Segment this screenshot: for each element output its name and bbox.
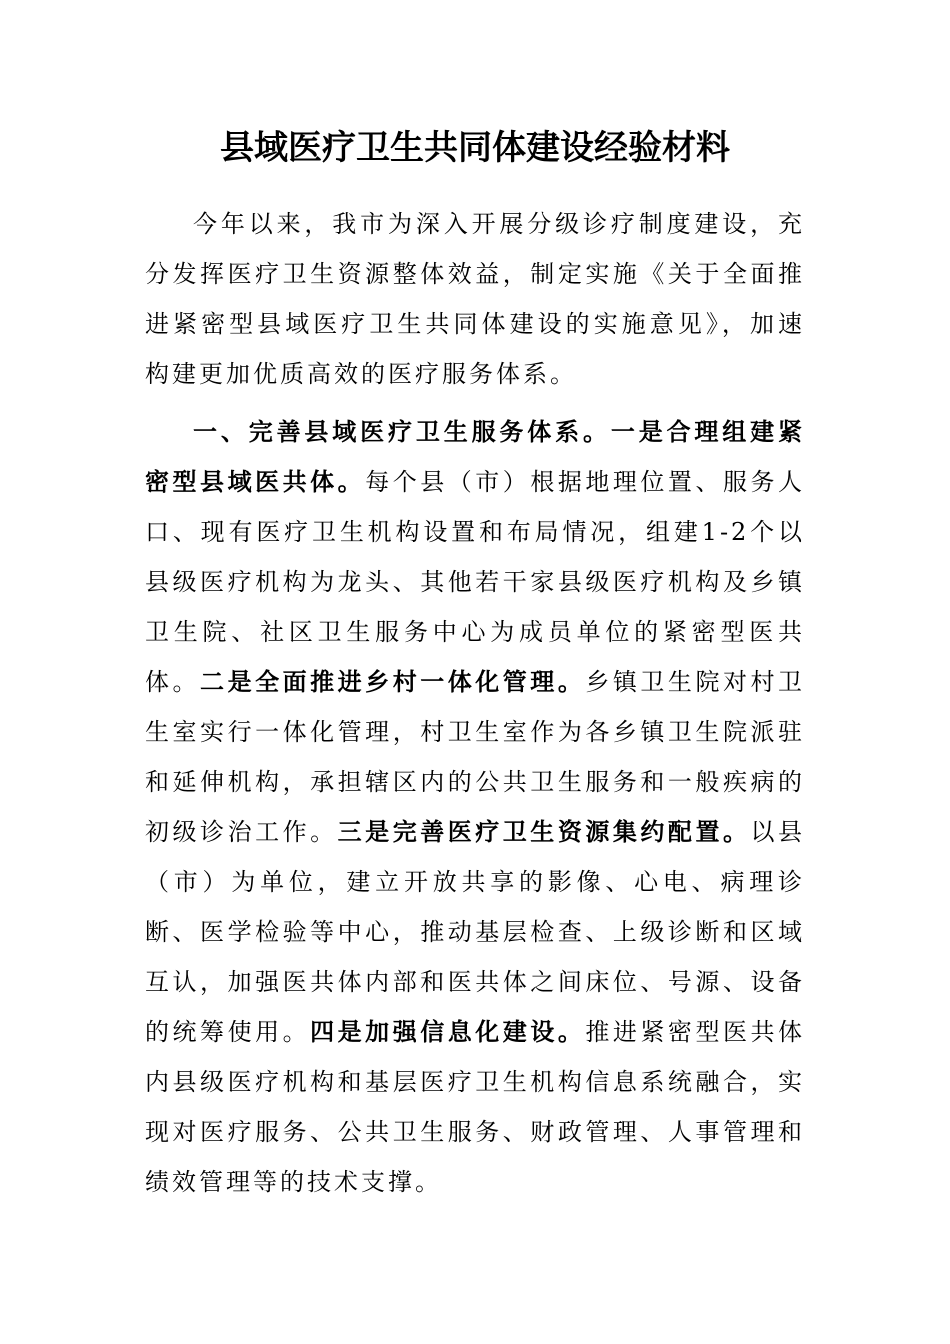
document-body — [145, 199, 805, 1207]
point-1-text: 每个县（市）根据地理位置、服务人口、现有医疗卫生机构设置和布局情况，组建1-2个以县级医疗机构为龙头、其他若干家县级医疗机构及乡镇卫生院、社区卫生服务中心为成员单位的紧密型医共体。 — [145, 468, 806, 696]
point-4-title: 四是加强信息化建设。 — [310, 1018, 586, 1046]
intro-paragraph: 今年以来，我市为深入开展分级诊疗制度建设，充分发挥医疗卫生资源整体效益，制定实施《关于全面推进紧密型县域医疗卫生共同体建设的实施意见》，加速构建更加优质高效的医疗服务体系。 — [145, 210, 805, 388]
section-1-paragraph — [145, 407, 805, 1207]
point-3-title: 三是完善医疗卫生资源集约配置。 — [337, 818, 751, 846]
document-title: 县域医疗卫生共同体建设经验材料 — [220, 128, 730, 168]
point-4-text: 推进紧密型医共体内县级医疗机构和基层医疗卫生机构信息系统融合，实现对医疗服务、公共卫生服务、财政管理、人事管理和绩效管理等的技术支撑。 — [145, 1018, 806, 1196]
point-1-title: 一是合理组建紧密型县域医共体。 — [145, 418, 806, 496]
section-1-heading: 一、完善县域医疗卫生服务体系。 — [193, 418, 611, 446]
point-2-text: 乡镇卫生院对村卫生室实行一体化管理，村卫生室作为各乡镇卫生院派驻和延伸机构，承担辖区内的公共卫生服务和一般疾病的初级诊治工作。 — [145, 668, 806, 846]
point-3-text: 以县（市）为单位，建立开放共享的影像、心电、病理诊断、医学检验等中心，推动基层检查、上级诊断和区域互认，加强医共体内部和医共体之间床位、号源、设备的统筹使用。 — [145, 818, 806, 1046]
point-2-title: 二是全面推进乡村一体化管理。 — [200, 668, 586, 696]
